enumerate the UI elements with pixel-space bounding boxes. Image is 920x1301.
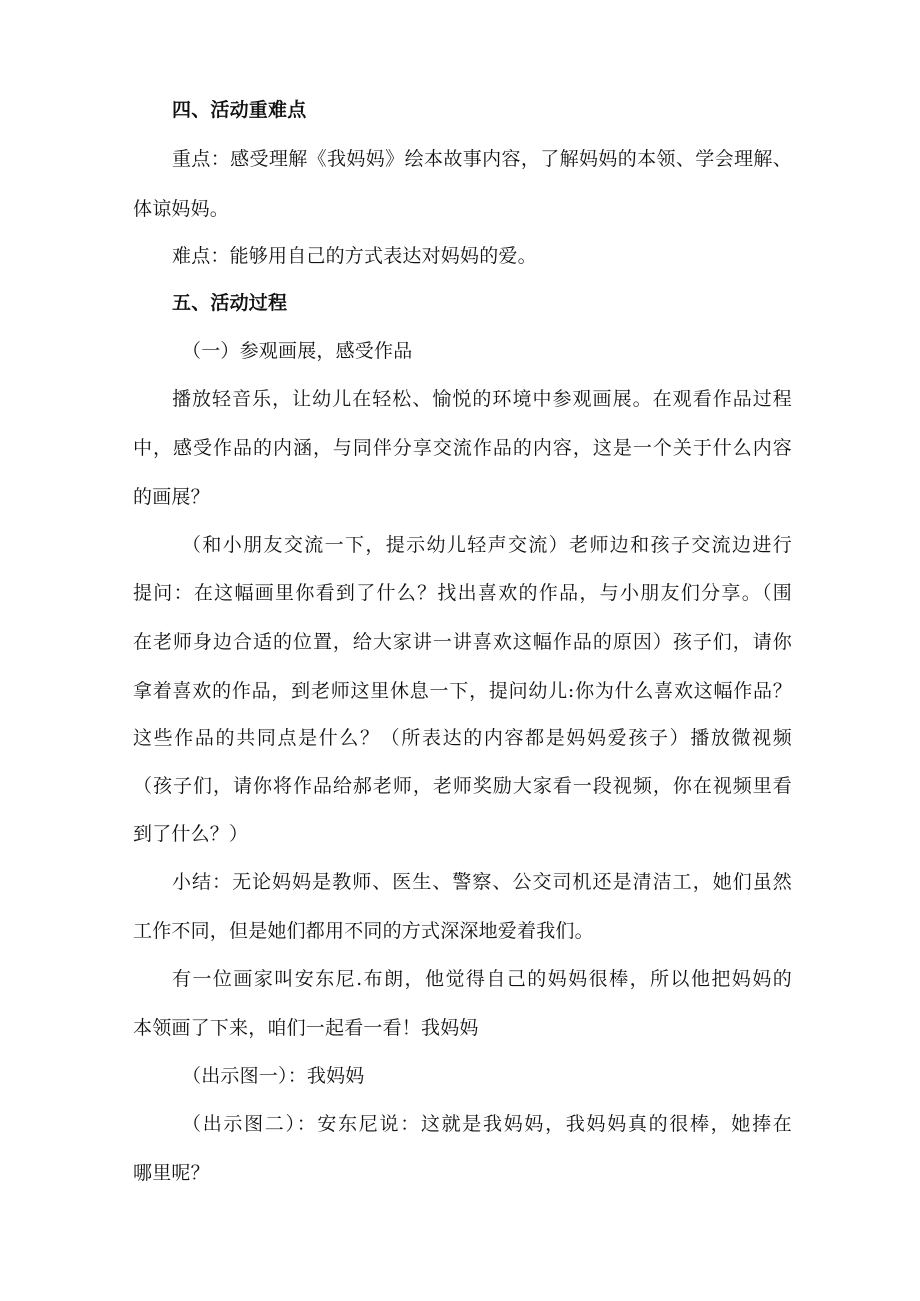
- paragraph-line: 难点：能够用自己的方式表达对妈妈的爱。: [172, 245, 537, 267]
- paragraph-line: 播放轻音乐，让幼儿在轻松、愉悦的环境中参观画展。在观看作品过程: [172, 388, 792, 410]
- paragraph-line: 提问：在这幅画里你看到了什么？找出喜欢的作品，与小朋友们分享。（围: [133, 582, 792, 604]
- paragraph-line: （出示图二）：安东尼说：这就是我妈妈，我妈妈真的很棒，她捧在: [182, 1113, 792, 1135]
- paragraph-line: 有一位画家叫安东尼.布朗，他觉得自己的妈妈很棒，所以他把妈妈的: [172, 968, 792, 990]
- paragraph-line: （孩子们，请你将作品给郝老师，老师奖励大家看一段视频，你在视频里看: [133, 775, 792, 797]
- paragraph-line: 本领画了下来，咱们一起看一看！我妈妈: [133, 1017, 479, 1039]
- paragraph-line: 这些作品的共同点是什么？（所表达的内容都是妈妈爱孩子）播放微视频: [133, 727, 792, 749]
- paragraph-line: 在老师身边合适的位置，给大家讲一讲喜欢这幅作品的原因）孩子们，请你: [133, 631, 792, 653]
- paragraph-line: （出示图一）：我妈妈: [182, 1065, 365, 1087]
- paragraph-line: 哪里呢？: [133, 1162, 210, 1184]
- paragraph-line: 小结：无论妈妈是教师、医生、警察、公交司机还是清洁工，她们虽然: [172, 871, 792, 893]
- paragraph-line: 中，感受作品的内涵，与同伴分享交流作品的内容，这是一个关于什么内容: [133, 437, 792, 459]
- subsection-heading: （一）参观画展，感受作品: [182, 340, 413, 362]
- paragraph-line: 体谅妈妈。: [133, 198, 230, 220]
- paragraph-line: 拿着喜欢的作品，到老师这里休息一下，提问幼儿:你为什么喜欢这幅作品？: [133, 680, 792, 702]
- paragraph-line: 到了什么？）: [133, 823, 249, 845]
- paragraph-line: （和小朋友交流一下，提示幼儿轻声交流）老师边和孩子交流边进行: [182, 534, 792, 556]
- paragraph-line: 重点：感受理解《我妈妈》绘本故事内容，了解妈妈的本领、学会理解、: [172, 148, 792, 170]
- section-heading-difficulties: 四、活动重难点: [172, 99, 307, 121]
- section-heading-process: 五、活动过程: [172, 292, 288, 314]
- paragraph-line: 工作不同，但是她们都用不同的方式深深地爱着我们。: [133, 920, 594, 942]
- paragraph-line: 的画展？: [133, 486, 210, 508]
